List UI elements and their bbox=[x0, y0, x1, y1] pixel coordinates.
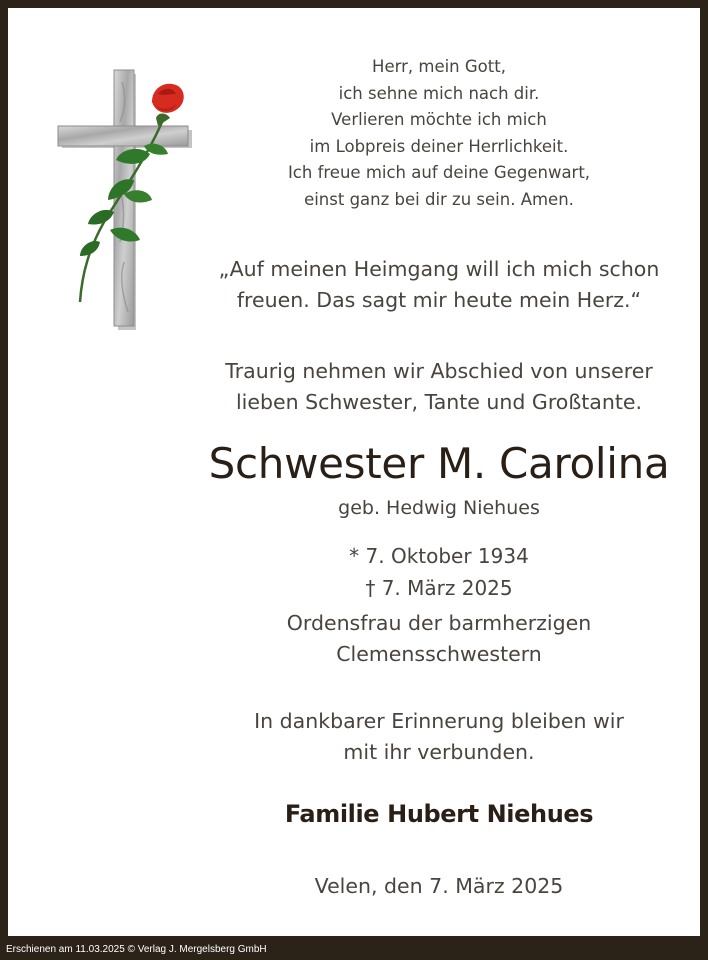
obituary-card bbox=[8, 8, 700, 936]
prayer-line: einst ganz bei dir zu sein. Amen. bbox=[304, 189, 574, 209]
quote-line: „Auf meinen Heimgang will ich mich schon bbox=[218, 257, 660, 281]
religious-order bbox=[204, 608, 674, 670]
order-line: Ordensfrau der barmherzigen bbox=[286, 611, 592, 635]
prayer-line: ich sehne mich nach dir. bbox=[338, 83, 540, 103]
birth-name: geb. Hedwig Niehues bbox=[338, 497, 540, 519]
prayer-line: Verlieren möchte ich mich bbox=[331, 110, 547, 129]
quote-line: freuen. Das sagt mir heute mein Herz.“ bbox=[236, 288, 642, 312]
prayer-line: Herr, mein Gott, bbox=[372, 57, 506, 76]
quote-text bbox=[204, 254, 674, 316]
deceased-name: Schwester M. Carolina bbox=[208, 439, 670, 488]
remembrance-text bbox=[204, 706, 674, 768]
birth-date: * 7. Oktober 1934 bbox=[349, 544, 529, 568]
cross-with-rose-icon bbox=[52, 62, 192, 332]
life-dates bbox=[204, 540, 674, 604]
place-date: Velen, den 7. März 2025 bbox=[314, 874, 564, 898]
prayer-line: im Lobpreis deiner Herrlichkeit. bbox=[309, 136, 569, 156]
death-date: † 7. März 2025 bbox=[365, 576, 513, 600]
prayer-text bbox=[204, 54, 674, 213]
remembrance-line: In dankbarer Erinnerung bleiben wir bbox=[254, 709, 624, 733]
announcement-line: lieben Schwester, Tante und Großtante. bbox=[235, 390, 643, 414]
remembrance-line: mit ihr verbunden. bbox=[343, 740, 535, 764]
prayer-line: Ich freue mich auf deine Gegenwart, bbox=[287, 163, 591, 182]
family-signature: Familie Hubert Niehues bbox=[284, 800, 594, 828]
announcement-text bbox=[204, 356, 674, 418]
announcement-line: Traurig nehmen wir Abschied von unserer bbox=[225, 359, 653, 383]
order-line: Clemensschwestern bbox=[336, 642, 542, 666]
publication-footer: Erschienen am 11.03.2025 © Verlag J. Mergelsberg GmbH bbox=[6, 944, 267, 955]
